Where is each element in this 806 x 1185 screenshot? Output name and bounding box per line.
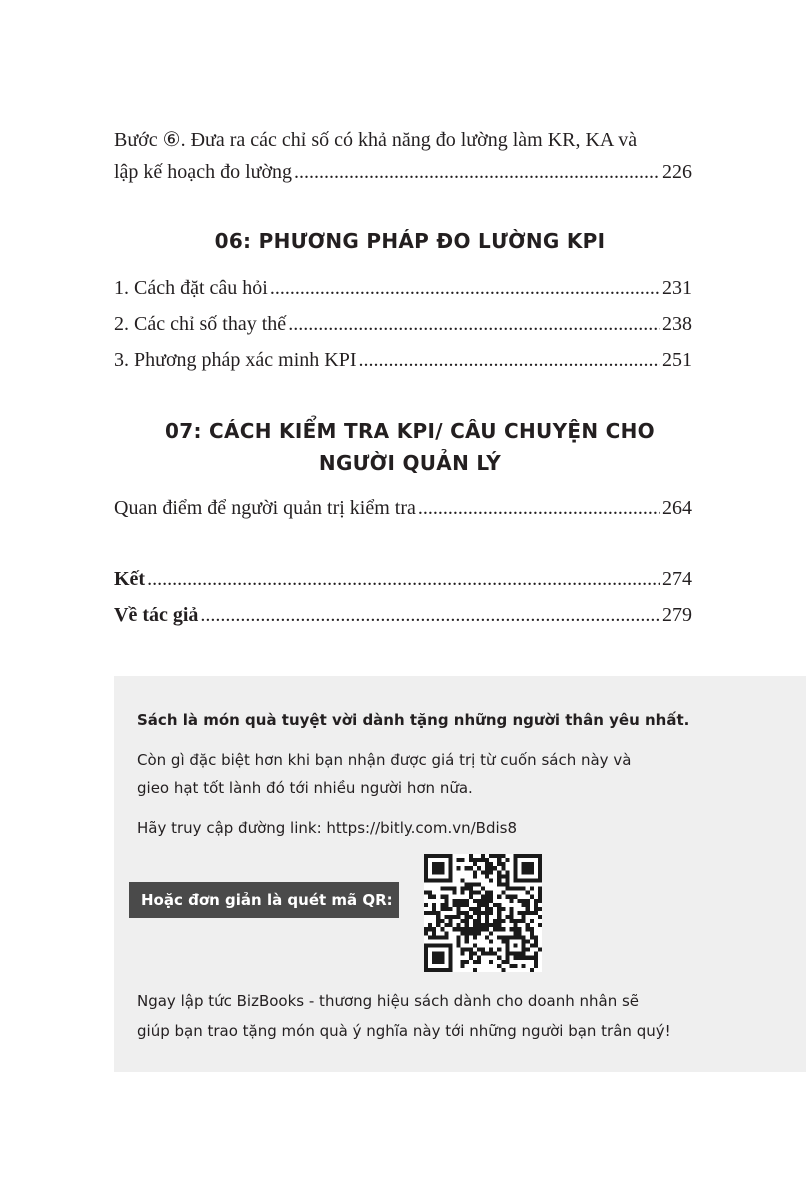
promo-title: Sách là món quà tuyệt vời dành tặng những người thân yêu nhất.	[137, 711, 690, 729]
toc-step6	[114, 124, 692, 188]
toc-entry	[114, 492, 692, 524]
promo-footer-line2: giúp bạn trao tặng món quà ý nghĩa này tới những người bạn trân quý!	[137, 1022, 671, 1040]
toc-label: 1. Cách đặt câu hỏi	[114, 277, 268, 299]
toc-page-number: 264	[662, 497, 692, 519]
toc-section-06	[114, 272, 692, 376]
toc-label: 2. Các chỉ số thay thế	[114, 313, 287, 335]
toc-label: 3. Phương pháp xác minh KPI	[114, 349, 357, 371]
dot-leader	[270, 272, 660, 304]
toc-endmatter	[114, 563, 692, 631]
section-heading-07	[114, 416, 706, 478]
section-heading-07-line2: NGƯỜI QUẢN LÝ	[318, 451, 502, 475]
dot-leader	[418, 492, 660, 524]
qr-code[interactable]	[424, 854, 542, 972]
promo-text-line1: Còn gì đặc biệt hơn khi bạn nhận được giá trị từ cuốn sách này và	[137, 751, 632, 769]
section-heading-06: 06: PHƯƠNG PHÁP ĐO LƯỜNG KPI	[214, 229, 606, 253]
toc-label: Về tác giả	[114, 604, 199, 626]
toc-page-number: 274	[662, 568, 692, 590]
promo-footer-line1: Ngay lập tức BizBooks - thương hiệu sách dành cho doanh nhân sẽ	[137, 992, 640, 1010]
promo-link-line[interactable]: Hãy truy cập đường link: https://bitly.com.vn/Bdis8	[137, 819, 517, 837]
toc-page-number: 251	[662, 349, 692, 371]
toc-page-number: 226	[662, 161, 692, 183]
toc-label: Quan điểm để người quản trị kiểm tra	[114, 497, 416, 519]
promo-text-line2: gieo hạt tốt lành đó tới nhiều người hơn nữa.	[137, 779, 473, 797]
qr-code-graphic	[424, 854, 542, 972]
toc-entry-ket	[114, 563, 692, 595]
qr-label-banner: Hoặc đơn giản là quét mã QR:	[129, 882, 399, 918]
gift-promo-box	[114, 676, 806, 1072]
toc-step6-line2	[114, 156, 692, 188]
toc-entry-about-author	[114, 599, 692, 631]
section-heading-07-line1: 07: CÁCH KIỂM TRA KPI/ CÂU CHUYỆN CHO	[165, 419, 655, 443]
toc-label: lập kế hoạch đo lường	[114, 161, 293, 183]
dot-leader	[359, 344, 660, 376]
toc-label: Kết	[114, 568, 146, 590]
dot-leader	[147, 563, 660, 595]
dot-leader	[288, 308, 660, 340]
toc-entry	[114, 308, 692, 340]
toc-step6-line1: Bước ⑥. Đưa ra các chỉ số có khả năng đo lường làm KR, KA và	[114, 129, 638, 151]
dot-leader	[200, 599, 660, 631]
toc-entry	[114, 272, 692, 304]
toc-page-number: 238	[662, 313, 692, 335]
dot-leader	[294, 156, 660, 188]
toc-entry	[114, 344, 692, 376]
toc-page-number: 279	[662, 604, 692, 626]
toc-section-07	[114, 492, 692, 524]
toc-page-number: 231	[662, 277, 692, 299]
